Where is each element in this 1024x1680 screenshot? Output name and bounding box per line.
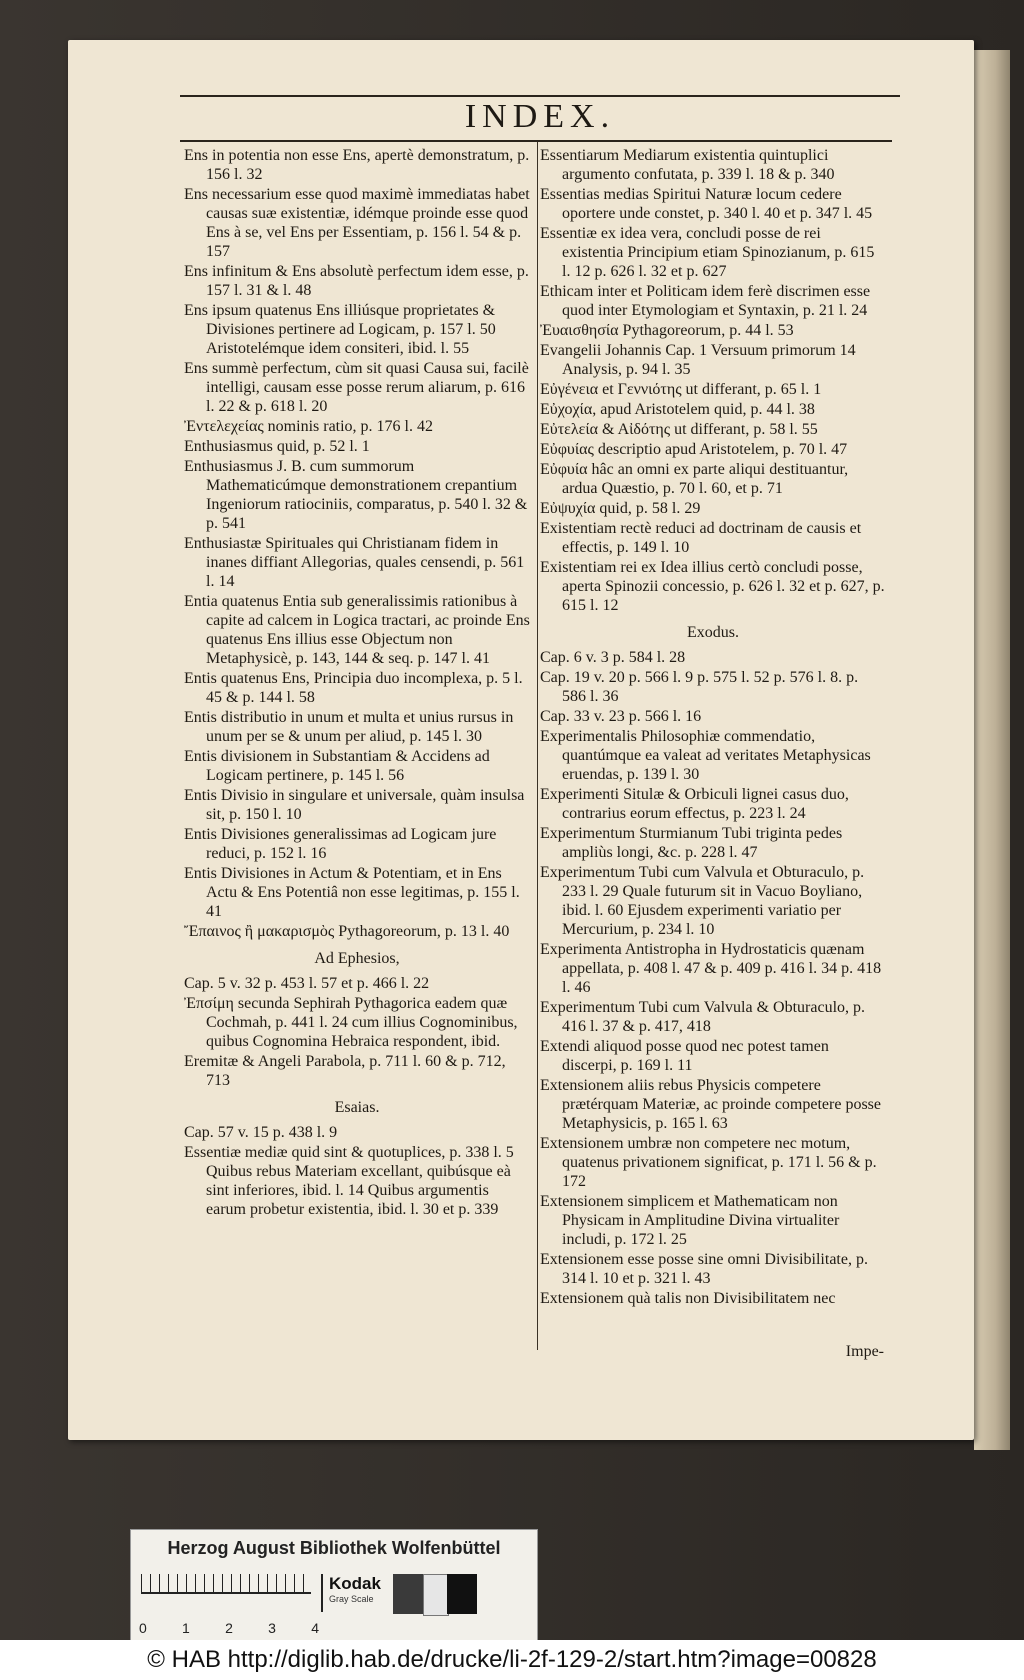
left-column: [184, 146, 530, 1220]
index-entry: Extensionem aliis rebus Physicis competere prætérquam Materiæ, ac proinde competere posse Metaphysicis, p. 165 l. 63: [540, 1077, 881, 1132]
kodak-brand: Kodak: [329, 1574, 381, 1593]
ruler-numbers: [139, 1620, 319, 1636]
index-entry: Eremitæ & Angeli Parabola, p. 711 l. 60 & p. 712, 713: [184, 1053, 506, 1089]
index-entry: Extendi aliquod posse quod nec potest tamen discerpi, p. 169 l. 11: [540, 1038, 829, 1074]
column-divider: [537, 142, 538, 1350]
index-entry: Cap. 5 v. 32 p. 453 l. 57 et p. 466 l. 22: [184, 975, 430, 992]
index-entry: Experimentum Tubi cum Valvula et Obturaculo, p. 233 l. 29 Quale futurum sit in Vacuo Boyliano, ibid. l. 60 Ejusdem experimenti variatio per Mercurium, p. 234 l. 10: [540, 864, 865, 938]
index-entry: Ens necessarium esse quod maximè immediatas habet causas suæ existentiæ, idémque proinde esse quod Ens à se, vel Ens per Essentiam, p. 156 l. 54 & p. 157: [184, 186, 530, 260]
next-page-edge: [974, 50, 1010, 1450]
index-entry: Existentiam rectè reduci ad doctrinam de causis et effectis, p. 149 l. 10: [540, 520, 862, 556]
index-entry: Enthusiastæ Spirituales qui Christianam fidem in inanes diffiant Allegorias, quales censendi, p. 561 l. 14: [184, 535, 525, 590]
index-entry: Extensionem quà talis non Divisibilitatem nec: [540, 1290, 836, 1307]
index-entry: Ἐντελεχείας nominis ratio, p. 176 l. 42: [184, 418, 433, 435]
index-entry: Enthusiasmus J. B. cum summorum Mathematicúmque demonstrationem crepantium Ingeniorum ratiociniis, comparatus, p. 540 l. 32 & p. 541: [184, 458, 528, 532]
index-entry: Evangelii Johannis Cap. 1 Versuum primorum 14 Analysis, p. 94 l. 35: [540, 342, 856, 378]
index-entry: Ens ipsum quatenus Ens illiúsque proprietates & Divisiones pertinere ad Logicam, p. 157 l. 50 Aristotelémque idem consiteri, ibid. l. 55: [184, 302, 496, 357]
index-entry: Experimenti Situlæ & Orbiculi lignei casus duo, contrarius eorum effectus, p. 223 l. 24: [540, 786, 849, 822]
index-entry: Εὐφυίας descriptio apud Aristotelem, p. 70 l. 47: [540, 441, 848, 458]
index-entry: Ens summè perfectum, cùm sit quasi Causa sui, facilè intelligi, causam esse posse rerum aliarum, p. 616 l. 22 & p. 618 l. 20: [184, 360, 529, 415]
header-rule: [180, 95, 900, 97]
index-entry: Extensionem esse posse sine omni Divisibilitate, p. 314 l. 10 et p. 321 l. 43: [540, 1251, 868, 1287]
ruler-number: 4: [311, 1620, 319, 1636]
index-entry: Ens infinitum & Ens absolutè perfectum idem esse, p. 157 l. 31 & l. 48: [184, 263, 529, 299]
index-entry: Entis distributio in unum et multa et unius rursus in unum per se & unum per aliud, p. 145 l. 30: [184, 709, 514, 745]
page-title: INDEX.: [464, 98, 616, 135]
index-entry: Essentiæ mediæ quid sint & quotuplices, p. 338 l. 5 Quibus rebus Materiam excellant, quibúsque eà sint inferiores, ibid. l. 14 Quibus argumentis earum probetur existentia, ibid. l. 30 et p. 339: [184, 1144, 514, 1218]
index-entry: Experimentalis Philosophiæ commendatio, quantúmque ea valeat ad veritates Metaphysicas eruendas, p. 139 l. 30: [540, 728, 871, 783]
index-entry: Experimentum Tubi cum Valvula & Obturaculo, p. 416 l. 37 & p. 417, 418: [540, 999, 866, 1035]
index-entry: Cap. 6 v. 3 p. 584 l. 28: [540, 649, 686, 666]
index-entry: Ἔπαινος ἢ μακαρισμὸς Pythagoreorum, p. 13 l. 40: [184, 923, 510, 940]
index-entry: Enthusiasmus quid, p. 52 l. 1: [184, 438, 370, 455]
index-entry: Entis Divisiones in Actum & Potentiam, et in Ens Actu & Ens Potentiâ non esse legitimas, p. 155 l. 41: [184, 865, 520, 920]
index-entry: Εὐφυία hâc an omni ex parte aliqui destituantur, ardua Quæstio, p. 70 l. 60, et p. 71: [540, 461, 849, 497]
gray-swatch: [393, 1574, 423, 1614]
index-entry: Experimenta Antistropha in Hydrostaticis quænam appellata, p. 408 l. 47 & p. 409 p. 416 l. 34 p. 418 l. 46: [540, 941, 882, 996]
library-name: Herzog August Bibliothek Wolfenbüttel: [167, 1538, 501, 1558]
index-entry: Εὐτελεία & Αἰδότης ut differant, p. 58 l. 55: [540, 421, 818, 438]
index-entry: Extensionem simplicem et Mathematicam non Physicam in Amplitudine Divina virtualiter includi, p. 172 l. 25: [540, 1193, 840, 1248]
index-entry: Ἐπσίμη secunda Sephirah Pythagorica eadem quæ Cochmah, p. 441 l. 24 cum illius Cognominibus, quibus Cognomina Hebraica respondent, ibid.: [184, 995, 518, 1050]
ruler-number: 1: [182, 1620, 190, 1636]
ruler-number: 2: [225, 1620, 233, 1636]
section-heading: Ad Ephesios,: [314, 950, 400, 967]
section-heading: Exodus.: [687, 624, 739, 641]
copyright-footer: © HAB http://diglib.hab.de/drucke/li-2f-129-2/start.htm?image=00828: [0, 1640, 1024, 1680]
index-entry: Extensionem umbræ non competere nec motum, quatenus privationem significat, p. 171 l. 56 & p. 172: [540, 1135, 877, 1190]
index-entry: Εὐγένεια et Γεννιότης ut differant, p. 65 l. 1: [540, 381, 822, 398]
gray-swatch: [423, 1574, 449, 1616]
index-entry: Essentiarum Mediarum existentia quintuplici argumento confutata, p. 339 l. 18 & p. 340: [540, 147, 835, 183]
index-entry: Εὐψυχία quid, p. 58 l. 29: [540, 500, 701, 517]
index-entry: Entis Divisio in singulare et universale, quàm insulsa sit, p. 150 l. 10: [184, 787, 525, 823]
index-entry: Εὐχοχία, apud Aristotelem quid, p. 44 l. 38: [540, 401, 815, 418]
index-entry: Cap. 57 v. 15 p. 438 l. 9: [184, 1124, 338, 1141]
section-heading: Esaias.: [334, 1099, 380, 1116]
index-entry: Experimentum Sturmianum Tubi triginta pedes ampliùs longi, &c. p. 228 l. 47: [540, 825, 843, 861]
ruler-number: 3: [268, 1620, 276, 1636]
catchword: Impe-: [845, 1343, 884, 1360]
title-rule: [180, 140, 892, 142]
index-entry: Entia quatenus Entia sub generalissimis rationibus à capite ad calcem in Logica tractari, ac proinde Ens quatenus Ens illius esse Objectum non Metaphysicè, p. 143, 144 & seq. p. 147 l. 41: [184, 593, 530, 667]
index-entry: Entis quatenus Ens, Principia duo incomplexa, p. 5 l. 45 & p. 144 l. 58: [184, 670, 523, 706]
index-entry: Cap. 33 v. 23 p. 566 l. 16: [540, 708, 702, 725]
index-entry: Cap. 19 v. 20 p. 566 l. 9 p. 575 l. 52 p. 576 l. 8. p. 586 l. 36: [540, 669, 859, 705]
index-entry: Essentias medias Spiritui Naturæ locum cedere oportere unde constet, p. 340 l. 40 et p. 347 l. 45: [540, 186, 873, 222]
ruler-number: 0: [139, 1620, 147, 1636]
index-entry: Ethicam inter et Politicam idem ferè discrimen esse quod inter Etymologiam et Syntaxin, p. 21 l. 24: [540, 283, 871, 319]
index-entry: Ἐυαισθησία Pythagoreorum, p. 44 l. 53: [540, 322, 794, 339]
right-column: [540, 146, 886, 1309]
kodak-label: [321, 1574, 389, 1612]
grayscale-label: Gray Scale: [329, 1594, 374, 1604]
index-entry: Essentiæ ex idea vera, concludi posse de rei existentia Principium etiam Spinozianum, p. 615 l. 12 p. 626 l. 32 et p. 627: [540, 225, 875, 280]
index-entry: Entis Divisiones generalissimas ad Logicam jure reduci, p. 152 l. 16: [184, 826, 497, 862]
color-calibration-bar: [130, 1529, 538, 1649]
gray-swatch: [447, 1574, 477, 1614]
index-entry: Ens in potentia non esse Ens, apertè demonstratum, p. 156 l. 32: [184, 147, 530, 183]
index-entry: Entis divisionem in Substantiam & Accidens ad Logicam pertinere, p. 145 l. 56: [184, 748, 490, 784]
ruler-scale: [141, 1574, 311, 1594]
index-entry: Existentiam rei ex Idea illius certò concludi posse, aperta Spinozii concessio, p. 626 l. 32 et p. 627, p. 615 l. 12: [540, 559, 885, 614]
